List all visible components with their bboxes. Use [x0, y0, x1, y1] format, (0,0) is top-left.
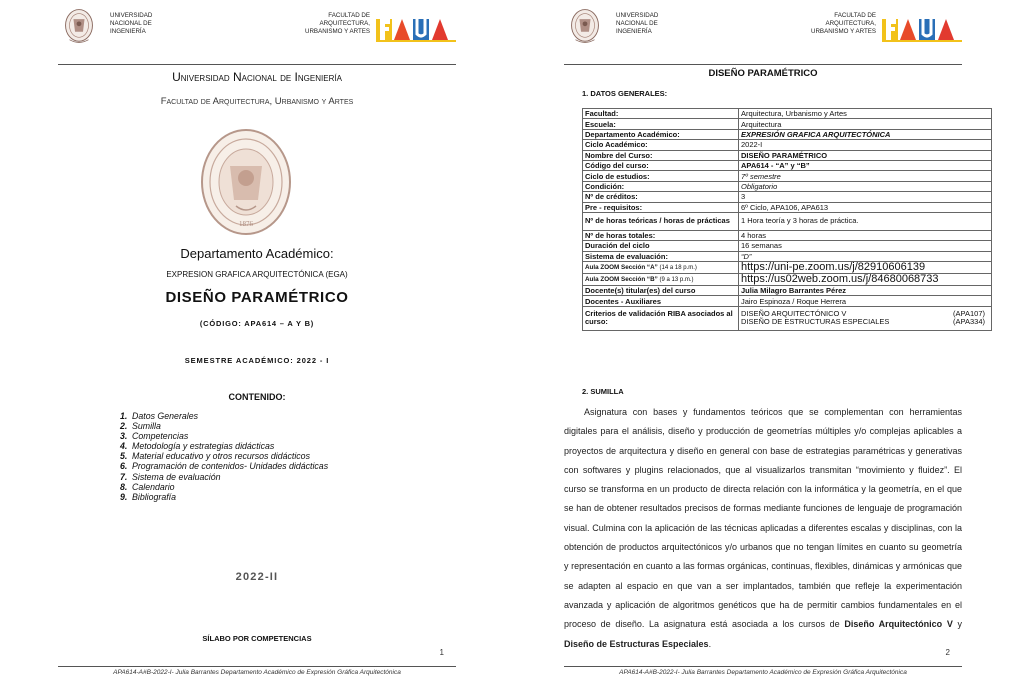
- summary-course-1: Diseño Arquitectónico V: [844, 619, 953, 630]
- zoom-section-b-hours: (9 a 13 p.m.): [659, 277, 694, 284]
- row-label: Código del curso:: [583, 160, 739, 170]
- row-value: 4 horas: [739, 230, 992, 240]
- row-value: 3: [739, 192, 992, 202]
- section-heading: 2. SUMILLA: [582, 387, 624, 396]
- contents-heading: CONTENIDO:: [228, 392, 286, 402]
- university-name-small: [110, 12, 152, 37]
- contents-list: [120, 411, 328, 502]
- row-label: Docentes - Auxiliares: [583, 296, 739, 306]
- document-page-2: [506, 0, 1012, 681]
- riba-course: DISEÑO DE ESTRUCTURAS ESPECIALES: [741, 317, 890, 327]
- table-row: [583, 181, 992, 191]
- item-number: 5.: [120, 451, 128, 462]
- item-text: Bibliografía: [132, 491, 177, 502]
- university-name-small: [616, 12, 658, 37]
- riba-label: Criterios de validación RIBA asociados al curso:: [583, 306, 739, 330]
- summary-end: .: [708, 638, 712, 649]
- zoom-section-a-label: Aula ZOOM Sección “A”: [585, 264, 658, 272]
- table-row: [583, 140, 992, 150]
- list-item: [120, 472, 328, 482]
- row-label: Departamento Académico:: [583, 129, 739, 139]
- table-row: [583, 119, 992, 129]
- row-value: Arquitectura, Urbanismo y Artes: [739, 109, 992, 119]
- summary-course-2: Diseño de Estructuras Especiales: [564, 638, 709, 649]
- summary-connector: y: [952, 619, 962, 630]
- department-name: EXPRESION GRAFICA ARQUITECTÓNICA (EGA): [166, 270, 348, 279]
- row-label: Nombre del Curso:: [583, 150, 739, 160]
- list-item: [120, 482, 328, 492]
- row-value: DISEÑO PARAMÉTRICO: [739, 150, 992, 160]
- university-line: INGENIERÍA: [110, 28, 146, 36]
- footer-text: APA614-A#B-2022-I- Julia Barrantes Departamento Académico de Expresión Gráfica Arquitectónica: [619, 669, 907, 676]
- row-value: Jairo Espinoza / Roque Herrera: [739, 296, 992, 306]
- page-number: 1: [439, 648, 444, 657]
- academic-year: 2022-II: [235, 571, 279, 583]
- row-value: 2022-I: [739, 140, 992, 150]
- page-header: [58, 6, 456, 58]
- zoom-link-a[interactable]: https://uni-pe.zoom.us/j/82910606139: [739, 262, 992, 274]
- item-text: Metodología y estrategias didácticas: [132, 441, 275, 452]
- item-number: 7.: [120, 471, 128, 482]
- table-row: [583, 109, 992, 119]
- university-seal-icon: [569, 8, 601, 46]
- row-label: Facultad:: [583, 109, 739, 119]
- university-line: INGENIERÍA: [616, 28, 652, 36]
- syllabus-label: SÍLABO POR COMPETENCIAS: [202, 634, 312, 643]
- item-text: Sumilla: [132, 421, 161, 432]
- summary-text: Asignatura con bases y fundamentos teóricos que se complementan con herramientas digitales para el análisis, diseño y producción de geometrías múltiples y/o complejas aplicables a proyectos de arquitectura y diseño en general con base de estrategias paramétricas y generativas con softwares y plugins relacionados, que al visualizarlos transmitan “movimiento y fluidez”. El curso se transforma en un producto de directa relación con la informática y la geometría, en el que se han de obtener resultados precisos de formas mediante funciones de lenguaje de programación visual. Culmina con la aplicación de las técnicas aplicadas a diferentes escalas y disciplinas, con la obtención de productos arquitectónicos y/o urbanos que no tengan límites en cuanto su geometría y representación en cuanto a las formas orgánicas, continuas, flexibles, dinámicas y armónicas que se adapten al espacio en que van a ser implantados, también que refleje la experimentación avanzada y aplicación de algoritmos genéticos que ha de permitir cambios fundamentales en el proceso de diseño. La asignatura está asociada a los cursos de: [564, 407, 962, 630]
- table-row: [583, 192, 992, 202]
- row-label: Nº de créditos:: [583, 192, 739, 202]
- table-row: [583, 251, 992, 261]
- footer-rule: [564, 666, 962, 667]
- table-row: [583, 241, 992, 251]
- university-seal-icon: [200, 128, 292, 236]
- row-value: Arquitectura: [739, 119, 992, 129]
- table-row: [583, 286, 992, 296]
- faculty-name-small: [811, 12, 876, 37]
- list-item: [120, 461, 328, 471]
- item-text: Competencias: [132, 431, 189, 442]
- item-number: 9.: [120, 491, 128, 502]
- footer-rule: [58, 666, 456, 667]
- page-header: [564, 6, 962, 58]
- row-label: Docente(s) titular(es) del curso: [583, 286, 739, 296]
- riba-code: (APA334): [953, 317, 985, 327]
- item-number: 3.: [120, 431, 128, 442]
- row-label: Duración del ciclo: [583, 241, 739, 251]
- course-code: (CÓDIGO: APA614 – A Y B): [199, 319, 315, 328]
- row-value: EXPRESIÓN GRAFICA ARQUITECTÓNICA: [739, 129, 992, 139]
- row-value: 7º semestre: [739, 171, 992, 181]
- item-text: Programación de contenidos- Unidades didácticas: [132, 461, 329, 472]
- faculty-name-small: [305, 12, 370, 37]
- list-item: [120, 441, 328, 451]
- list-item: [120, 411, 328, 421]
- faculty-line: FACULTAD DE: [328, 12, 370, 19]
- row-value: 6º Ciclo, APA106, APA613: [739, 202, 992, 212]
- faua-logo: [882, 16, 962, 42]
- row-label: Pre - requisitos:: [583, 202, 739, 212]
- item-number: 6.: [120, 461, 128, 472]
- university-title: Universidad Nacional de Ingeniería: [172, 70, 342, 84]
- table-row: [583, 129, 992, 139]
- faua-logo: [376, 16, 456, 42]
- item-text: Calendario: [132, 481, 175, 492]
- table-row: [583, 274, 992, 286]
- zoom-section-b-label: Aula ZOOM Sección “B”: [585, 276, 658, 284]
- table-row: [583, 150, 992, 160]
- summary-paragraph: [564, 403, 962, 654]
- university-line: NACIONAL DE: [110, 20, 152, 28]
- course-title: DISEÑO PARAMÉTRICO: [165, 289, 349, 306]
- faculty-line: URBANISMO Y ARTES: [811, 28, 876, 36]
- section-heading: 1. DATOS GENERALES:: [582, 89, 668, 98]
- university-line: NACIONAL DE: [616, 20, 658, 28]
- faculty-title: Facultad de Arquitectura, Urbanismo y Artes: [160, 96, 354, 107]
- item-text: Sistema de evaluación: [132, 471, 221, 482]
- riba-code: (APA107): [953, 308, 985, 318]
- row-value: 1 Hora teoría y 3 horas de práctica.: [739, 212, 992, 230]
- row-label: Escuela:: [583, 119, 739, 129]
- riba-item: [741, 318, 989, 327]
- row-label: Nº de horas totales:: [583, 230, 739, 240]
- row-value: APA614 - “A” y “B”: [739, 160, 992, 170]
- table-row: [583, 212, 992, 230]
- list-item: [120, 451, 328, 461]
- faculty-line: FACULTAD DE: [834, 12, 876, 19]
- list-item: [120, 492, 328, 502]
- row-value: Obligatorio: [739, 181, 992, 191]
- riba-course: DISEÑO ARQUITECTÓNICO V: [741, 308, 847, 318]
- faculty-line: URBANISMO Y ARTES: [305, 28, 370, 36]
- header-rule: [564, 64, 962, 65]
- row-value: 16 semanas: [739, 241, 992, 251]
- header-rule: [58, 64, 456, 65]
- table-row: [583, 306, 992, 330]
- academic-semester: SEMESTRE ACADÉMICO: 2022 - I: [184, 356, 330, 365]
- item-number: 2.: [120, 421, 128, 432]
- row-label: [583, 262, 739, 274]
- svg-text:1876: 1876: [239, 220, 253, 228]
- row-label: Ciclo Académico:: [583, 140, 739, 150]
- table-row: [583, 296, 992, 306]
- faculty-line: ARQUITECTURA,: [319, 20, 370, 28]
- item-number: 8.: [120, 481, 128, 492]
- university-line: UNIVERSIDAD: [110, 12, 153, 19]
- department-label: Departamento Académico:: [180, 246, 334, 261]
- footer-text: APA614-A#B-2022-I- Julia Barrantes Departamento Académico de Expresión Gráfica Arquitectónica: [113, 669, 401, 676]
- row-value: “D”: [739, 251, 992, 261]
- row-label: Nº de horas teóricas / horas de prácticas: [583, 212, 739, 230]
- university-seal-icon: [63, 8, 95, 46]
- general-data-table: [582, 108, 992, 331]
- row-label: Condición:: [583, 181, 739, 191]
- list-item: [120, 421, 328, 431]
- table-row: [583, 171, 992, 181]
- table-row: [583, 202, 992, 212]
- item-number: 4.: [120, 441, 128, 452]
- row-value: Julia Milagro Barrantes Pérez: [739, 286, 992, 296]
- table-row: [583, 262, 992, 274]
- row-label: [583, 274, 739, 286]
- riba-values: [739, 306, 992, 330]
- page-number: 2: [945, 648, 950, 657]
- row-label: Ciclo de estudios:: [583, 171, 739, 181]
- zoom-section-a-hours: (14 a 18 p.m.): [659, 265, 697, 272]
- table-row: [583, 160, 992, 170]
- row-label: Sistema de evaluación:: [583, 251, 739, 261]
- university-line: UNIVERSIDAD: [616, 12, 659, 19]
- zoom-link-b[interactable]: https://us02web.zoom.us/j/84680068733: [739, 274, 992, 286]
- item-number: 1.: [120, 411, 128, 421]
- list-item: [120, 431, 328, 441]
- faculty-line: ARQUITECTURA,: [825, 20, 876, 28]
- table-row: [583, 230, 992, 240]
- item-text: Datos Generales: [132, 411, 199, 421]
- item-text: Material educativo y otros recursos didácticos: [132, 451, 310, 462]
- course-title: DISEÑO PARAMÉTRICO: [708, 68, 818, 79]
